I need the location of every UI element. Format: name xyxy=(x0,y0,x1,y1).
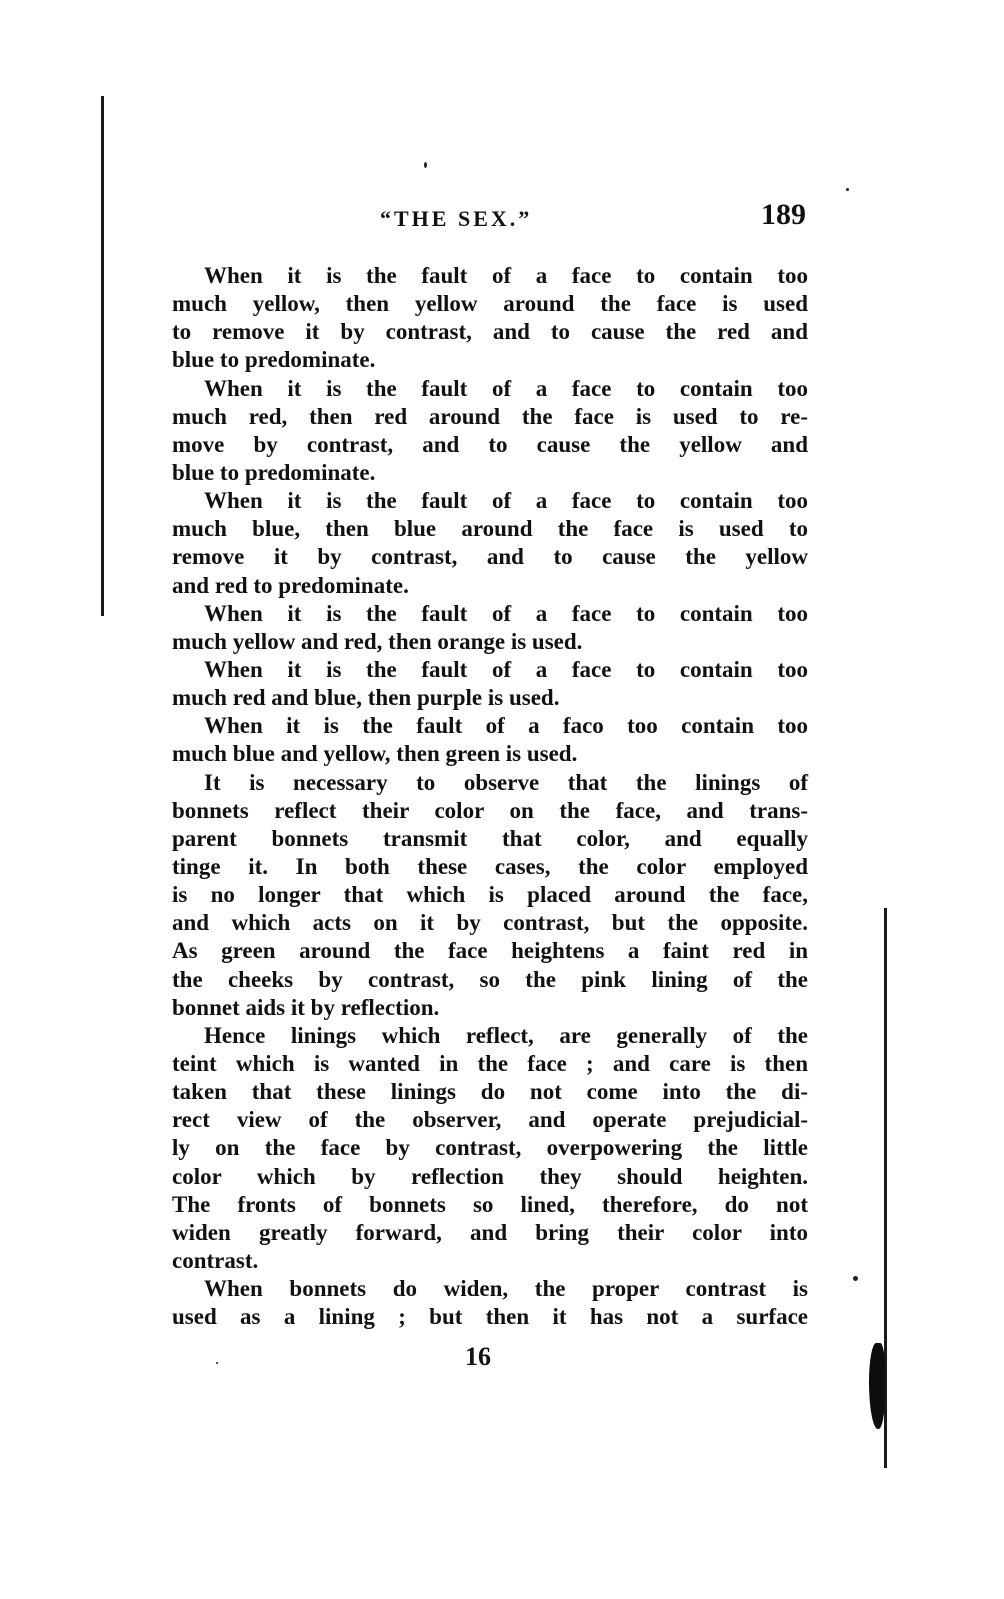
text-line: the cheeks by contrast, so the pink lining of the xyxy=(172,966,808,992)
text-line: When it is the fault of a face to contain too xyxy=(204,263,808,288)
text-line: much blue, then blue around the face is used to xyxy=(172,516,808,542)
text-line: When it is the fault of a face to contain too xyxy=(204,656,808,682)
text-line: blue to predominate. xyxy=(172,347,376,373)
running-head xyxy=(172,198,808,238)
text-line: It is necessary to observe that the linings of xyxy=(204,769,808,795)
ink-speck xyxy=(424,162,427,168)
text-line: When it is the fault of a face to contain too xyxy=(204,600,808,626)
text-line: teint which is wanted in the face ; and care is then xyxy=(172,1050,808,1076)
text-line: much yellow and red, then orange is used. xyxy=(172,628,583,654)
page-edge-left xyxy=(101,96,104,616)
page-number: 189 xyxy=(761,198,806,231)
text-line: remove it by contrast, and to cause the yellow xyxy=(172,544,808,570)
text-line: is no longer that which is placed around the face, xyxy=(172,882,808,908)
text-line: color which by reflection they should heighten. xyxy=(172,1163,808,1189)
text-line: When it is the fault of a face to contain too xyxy=(204,375,808,401)
text-line: blue to predominate. xyxy=(172,459,376,485)
text-line: tinge it. In both these cases, the color employed xyxy=(172,853,808,879)
text-line: much red and blue, then purple is used. xyxy=(172,685,560,711)
text-line: When bonnets do widen, the proper contrast is xyxy=(204,1276,808,1302)
text-line: Hence linings which reflect, are generally of the xyxy=(204,1022,808,1048)
ink-speck xyxy=(853,1276,858,1281)
text-line: and red to predominate. xyxy=(172,572,409,598)
text-line: rect view of the observer, and operate prejudicial- xyxy=(172,1107,808,1133)
running-title: “THE SEX.” xyxy=(380,206,533,231)
text-line: bonnet aids it by reflection. xyxy=(172,994,440,1020)
body-text xyxy=(172,262,808,1331)
text-line: much blue and yellow, then green is used. xyxy=(172,741,578,767)
text-line: much red, then red around the face is used to re- xyxy=(172,403,808,429)
text-line: The fronts of bonnets so lined, therefore, do not xyxy=(172,1191,808,1217)
text-line: move by contrast, and to cause the yellow and xyxy=(172,431,808,457)
signature-mark: 16 xyxy=(465,1342,491,1371)
ink-speck xyxy=(846,188,849,191)
text-line: ly on the face by contrast, overpowering the little xyxy=(172,1135,808,1161)
text-line: parent bonnets transmit that color, and equally xyxy=(172,825,808,851)
text-line: When it is the fault of a face to contain too xyxy=(204,488,808,514)
text-line: widen greatly forward, and bring their color into xyxy=(172,1219,808,1245)
text-line: to remove it by contrast, and to cause the red and xyxy=(172,319,808,345)
text-line: bonnets reflect their color on the face, and trans- xyxy=(172,797,808,823)
text-line: When it is the fault of a faco too contain too xyxy=(204,713,808,739)
text-line: contrast. xyxy=(172,1247,259,1273)
text-line: and which acts on it by contrast, but the opposite. xyxy=(172,910,808,936)
text-line: used as a lining ; but then it has not a surface xyxy=(172,1304,808,1330)
text-line: much yellow, then yellow around the face is used xyxy=(172,291,808,317)
ink-blot xyxy=(869,1343,885,1429)
text-line: As green around the face heightens a faint red in xyxy=(172,938,808,964)
text-line: taken that these linings do not come into the di- xyxy=(172,1079,808,1105)
